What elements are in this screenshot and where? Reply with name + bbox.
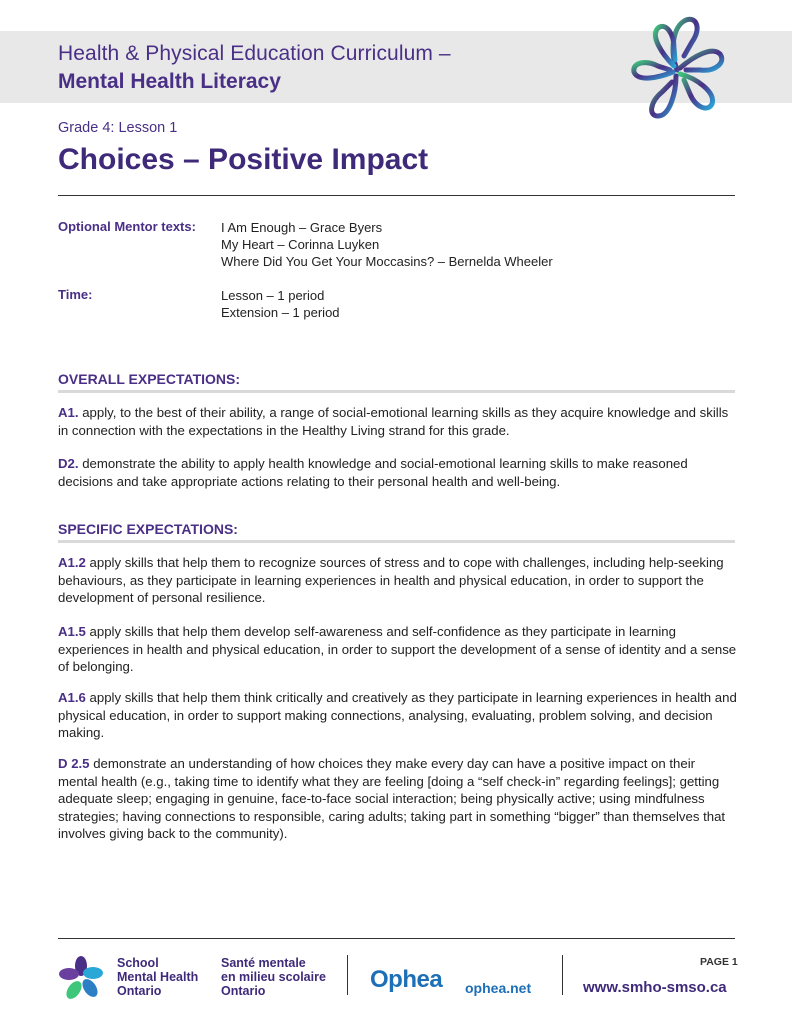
time-value: Extension – 1 period	[221, 305, 340, 320]
expectation-text: demonstrate the ability to apply health knowledge and social-emotional learning skills to make reasoned decisions and take appropriate actions relating to their personal health and well-being.	[58, 456, 688, 489]
expectation-code: A1.2	[58, 555, 86, 570]
expectation-d2-5	[58, 755, 738, 843]
expectation-code: A1.	[58, 405, 79, 420]
website-link[interactable]: www.smho-smso.ca	[583, 979, 727, 996]
expectation-text: apply, to the best of their ability, a range of social-emotional learning skills as they acquire knowledge and skills in connection with the expectations in the Healthy Living strand for this grade.	[58, 405, 729, 438]
mental-health-flower-icon	[626, 12, 728, 128]
footer-divider-2	[562, 955, 563, 995]
page-title: Choices – Positive Impact	[58, 143, 429, 176]
time-value: Lesson – 1 period	[221, 288, 325, 303]
expectation-a1-5	[58, 623, 738, 676]
curriculum-subtitle: Mental Health Literacy	[58, 70, 281, 93]
time-label: Time:	[58, 287, 93, 302]
ophea-link[interactable]: ophea.net	[465, 980, 532, 996]
lesson-label: Grade 4: Lesson 1	[58, 120, 178, 136]
expectation-code: D 2.5	[58, 756, 90, 771]
time-list	[221, 287, 340, 321]
title-divider	[58, 195, 735, 196]
footer-divider	[58, 938, 735, 939]
expectation-text: apply skills that help them develop self-awareness and self-confidence as they participate in learning experiences in health and physical education, in order to support the development of a sense of identity and a sense of belonging.	[58, 624, 737, 675]
smho-english-name: School Mental Health Ontario	[117, 956, 199, 998]
smho-logo-icon	[58, 955, 104, 1001]
page-number: PAGE 1	[700, 956, 738, 968]
specific-expectations-heading: SPECIFIC EXPECTATIONS:	[58, 521, 238, 537]
footer-divider-1	[347, 955, 348, 995]
expectation-a1	[58, 404, 738, 439]
expectation-code: D2.	[58, 456, 79, 471]
mentor-text: Where Did You Get Your Moccasins? – Bernelda Wheeler	[221, 254, 553, 269]
expectation-code: A1.5	[58, 624, 86, 639]
mentor-texts-label: Optional Mentor texts:	[58, 219, 196, 234]
expectation-a1-2	[58, 554, 738, 607]
mentor-text: My Heart – Corinna Luyken	[221, 237, 380, 252]
overall-heading-rule	[58, 390, 735, 393]
mentor-texts-list	[221, 219, 553, 270]
expectation-text: demonstrate an understanding of how choices they make every day can have a positive impact on their mental health (e.g., taking time to identify what they are feeling [doing a “self check-in” regarding feelings]; getting adequate sleep; engaging in genuine, face-to-face social interaction; being physically active; using mindfulness strategies; having connections to responsible, caring adults; taking part in something “bigger” than themselves that involves giving back to the community).	[58, 756, 726, 842]
ophea-logo: Ophea	[370, 966, 443, 993]
expectation-text: apply skills that help them think critically and creatively as they participate in learning experiences in health and physical education, in order to support making connections, analysing, evaluating, problem solving, and decision making.	[58, 690, 737, 741]
curriculum-title: Health & Physical Education Curriculum –	[58, 42, 451, 65]
smho-french-name: Santé mentale en milieu scolaire Ontario	[221, 956, 326, 998]
overall-expectations-heading: OVERALL EXPECTATIONS:	[58, 371, 241, 387]
expectation-a1-6	[58, 689, 738, 742]
mentor-text: I Am Enough – Grace Byers	[221, 220, 383, 235]
specific-heading-rule	[58, 540, 735, 543]
expectation-code: A1.6	[58, 690, 86, 705]
expectation-text: apply skills that help them to recognize sources of stress and to cope with challenges, including help-seeking behaviours, as they participate in learning experiences in health and physical education, in order to support the development of personal resilience.	[58, 555, 724, 606]
expectation-d2	[58, 455, 738, 490]
